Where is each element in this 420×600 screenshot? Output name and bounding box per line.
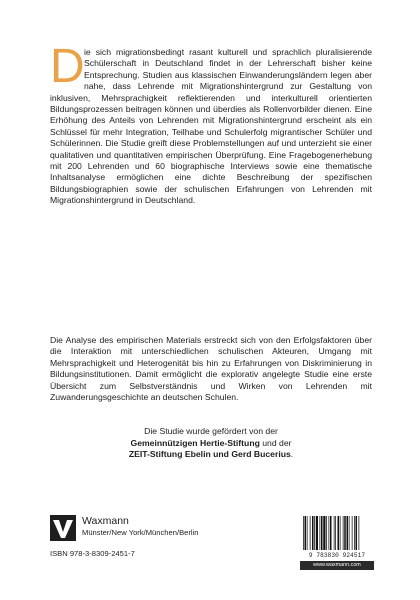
barcode-bar (303, 516, 304, 550)
funding-and: und der (259, 437, 292, 448)
blurb-paragraph-1 (50, 40, 372, 207)
publisher-cities: Münster/New York/München/Berlin (82, 528, 199, 537)
barcode-url: www.waxmann.com (300, 561, 374, 570)
barcode-bar (312, 516, 314, 550)
funding-org-2: ZEIT-Stiftung Ebelin und Gerd Bucerius (128, 449, 291, 460)
barcode-bar (310, 516, 311, 550)
barcode-bar (347, 516, 349, 550)
barcode-bar (340, 516, 341, 550)
isbn-text: ISBN 978-3-8309-2451-7 (50, 549, 135, 558)
barcode-bar (356, 516, 358, 550)
barcode-bar (352, 516, 353, 550)
barcode-bar (326, 516, 327, 550)
barcode-bar (349, 516, 350, 550)
blurb-paragraph-2: Die Analyse des empirischen Materials erstreckt sich von den Erfolgsfaktoren über die Interaktion mit unterschiedlichen schulischen Akteuren, Umgang mit Mehrsprachigkeit und Heterogenität bis hin zu Erfahrungen von Diskriminierung in Bildungsinstitutionen. Damit ermöglicht die explorativ angelegte Studie eine erste Übersicht zum Selbstverständnis und Wirken von Lehrenden mit Zuwanderungsgeschichte an deutschen Schulen. (50, 335, 372, 403)
barcode-bar (321, 516, 323, 550)
publisher-block (50, 515, 230, 575)
dropcap-letter: D (50, 40, 85, 93)
funding-org-1: Gemeinnützigen Hertie-Stiftung (130, 437, 260, 448)
funding-note (50, 426, 372, 461)
publisher-name: Waxmann (82, 515, 129, 527)
barcode-bar (320, 516, 321, 550)
barcode-bar (335, 516, 336, 550)
barcode-bar (314, 516, 315, 550)
blurb-text-1: ie sich migrationsbedingt rasant kulturell und sprachlich pluralisierende Schülerschaft in Deutschland findet in der Lehrerschaft bisher keine Entsprechung. Studien aus klassischen Einwanderungsländern legen aber nahe, dass Lehrende mit Migrationshintergrund zur Gestaltung von inklusiven, Mehrsprachigkeit reflektierenden und interkulturell orientierten Bildungsprozessen beitragen können und überdies als Rollenvorbilder dienen. Eine Erhöhung des Anteils von Lehrenden mit Migrationshintergrund erscheint als ein Schlüssel für mehr Integration, Teilhabe und Schulerfolg migrantischer Schüler und Schülerinnen. Die Studie greift diese Problemstellungen auf und unterzieht sie einer qualitativen und quantitativen empirischen Überprüfung. Eine Fragebogenerhebung mit 200 Lehrenden und 60 biographische Interviews sowie eine thematische Inhaltsanalyse ermöglichen eine dichte Beschreibung der spezifischen Bildungsbiographien sowie der schulischen Erfahrungen von Lehrenden mit Migrationshintergrund in Deutschland. (50, 47, 372, 206)
barcode-bars (300, 514, 374, 552)
barcode-bar (307, 516, 308, 550)
barcode-bar (338, 516, 340, 550)
barcode-bar (329, 516, 330, 550)
barcode-bar (323, 516, 325, 550)
barcode-bar (316, 516, 318, 550)
dropcap-container (50, 40, 85, 93)
barcode-bar (343, 516, 344, 550)
barcode-bar (344, 516, 346, 550)
barcode-bar (359, 516, 360, 550)
barcode-bar (334, 516, 335, 550)
funding-end: . (290, 449, 294, 460)
barcode (300, 514, 374, 574)
barcode-bar (330, 516, 332, 550)
barcode-number: 9 783830 924517 (308, 552, 366, 559)
waxmann-logo-icon (50, 515, 76, 541)
barcode-bar (354, 516, 355, 550)
barcode-bar (305, 516, 307, 550)
funding-intro: Die Studie wurde gefördert von der (144, 426, 278, 436)
